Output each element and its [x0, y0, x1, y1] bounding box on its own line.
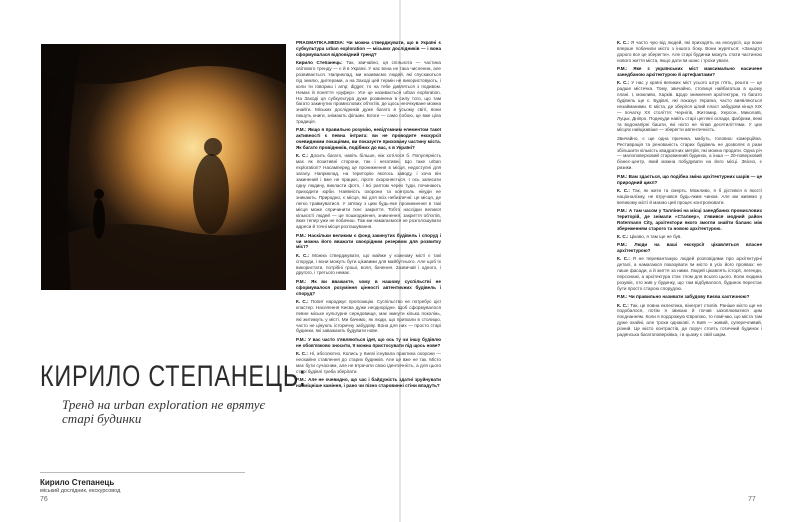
- interview-question: [617, 66, 762, 78]
- byline-name: Кирило Степанець: [40, 478, 115, 487]
- paragraph-text: Цікаво, я там ще не був.: [629, 233, 682, 239]
- paragraph-text: Звичайно, є ще одна причина, мабуть, головна: комерційна. Реставрація та ренованість старих будівель не дозволяє в рази збільшити кількість квадратних метрів, які можна продати. Одна річ — малоповерховий старовинний будинок, а інша — 20-поверховий бізнес-центр, який можна побудувати на його місці. Звісно, є ризики.: [617, 135, 762, 171]
- byline-divider: [40, 472, 245, 473]
- interview-answer: [617, 136, 762, 171]
- interview-answer: [296, 253, 441, 277]
- interview-question: [617, 208, 762, 232]
- interview-question: [617, 174, 762, 186]
- paragraph-text: PRAGMATIKA.MEDIA: Чи можна стверджувати, що в Україні є субкультура urban exploration — міських дослідників — і вона сформувалася відповідний тренд?: [296, 40, 441, 57]
- interview-question: [296, 233, 441, 251]
- interview-answer: [617, 40, 762, 64]
- speaker-label: К. С.:: [617, 40, 630, 45]
- page-number-left: 76: [40, 496, 48, 503]
- speaker-label: К. С.:: [296, 298, 309, 304]
- interview-question: [296, 40, 441, 58]
- paragraph-text: P.M.: Яке з українських міст максимально насичене занедбаною архітектурою й артефактами?: [617, 66, 762, 77]
- interview-column-1: [296, 40, 441, 488]
- speaker-label: К. С.:: [617, 80, 630, 86]
- cave-illustration: [41, 44, 286, 290]
- interview-question: [296, 377, 441, 389]
- interview-question: [617, 242, 762, 254]
- paragraph-text: Так, звичайно, ця спільнота — частина світового тренду — є й в Україні. У нас вона не така численна, але розвивається. Наприклад, ми називаємо людей, які спускаються під землю, диггерами, а на Заході цей термін не використовують, і коли ти говориш і amp; digger, то на тебе дивляться з подивом. Немає й поняття «руфер». Усе це називається urban exploration. На Заході ця субкультура дуже розвинена в силу того, що там багато закинутих промислових об'єктів, де щось неочікуване можна знайти. Міських дослідників дуже багато в усьому світі, вони пишуть книги, знімають фільми. Блоги — само собою, це вже ціла традиція.: [296, 60, 441, 125]
- paragraph-text: P.M.: А там часом у Таллінні на місці занедбаних промислових територій, де знімали «Сталкер», з'явився модний район Rotermann City, архітектори якого змогли знайти баланс між збереженням старого та новою архітектурою.: [617, 207, 762, 231]
- paragraph-text: P.M.: У вас часто з'являються ідеї, що ось ту чи іншу будівлю не обов'язково зносити, її можна пристосувати під щось нове?: [296, 336, 441, 348]
- interview-column-3: [617, 40, 762, 488]
- interview-question: [617, 294, 762, 300]
- page-number-right: 77: [748, 496, 756, 503]
- paragraph-text: P.M.: Як ви вважаєте, чому в нашому суспільстві не сформувалося розуміння цінності автентичних будівель і споруд?: [296, 278, 441, 296]
- paragraph-text: Можна стверджувати, що майже у кожному місті є такі споруди, і вони можуть бути цікавими для майбутнього. Але щоб їх використати, потрібні гроші, воля, бачення. Зазвичай і одного, і другого, і третього немає.: [296, 252, 442, 276]
- interview-answer: [617, 303, 762, 338]
- paragraph-text: P.M.: Чи правильно називати забудову Києва хаотичною?: [617, 294, 750, 300]
- interview-answer: [617, 256, 762, 291]
- paragraph-text: У нас у країні великих міст усього штук п'ять, решта — це радше містечка. Тому, звичайно, столиця найбагатша в цьому плані. І, можливо, Харків. Щодо зникнення архітектури, то багато будівель ще є. Будівлі, які показує Україна, часто виявляються незайманими. Є міста, де зберігся цілий пласт забудови кінця ХІХ — початку ХХ століття: Чернігів, Житомир, Херсон, Миколаїв, Луцьк, Дніпро. Подекуди навіть старі цегляні склади, фабрики, вежі та водонапірні башти, які ніхто не чіпав десятиліттями. У цих місцях найцікавіше — зберегти автентичність.: [617, 80, 763, 133]
- speaker-label: К. С.:: [617, 256, 630, 262]
- paragraph-text: Я не перевантажую людей розповідями про архітектурні деталі, а намагаюся показувати їм місто в усіх його проявах: не лише фасади, а й життя за ними. Людей цікавлять історії, легенди, персонажі, а архітектура стає тлом для всього цього. Коли людина розуміє, хто жив у будинку, що там відбувалося, будинок перестає бути просто старою спорудою.: [617, 256, 762, 291]
- interview-answer: [617, 80, 762, 133]
- paragraph-text: P.M.: Люди на ваші екскурсії цікавляться власне архітектурою?: [617, 242, 762, 254]
- paragraph-text: Ні, абсолютно. Колись у Києві існувала практика охорони — неохайне ставлення до старих будинків. Але це вже не так. Місто має бути сучасним, але не втрачати свою ідентичність, а для цього старі будівлі треба зберігати.: [296, 350, 442, 374]
- page-title: КИРИЛО СТЕПАНЕЦЬ:: [40, 360, 307, 393]
- paragraph-text: P.M.: Вам здається, що подібна зміна архітектурних шарів — це природний цикл?: [617, 173, 763, 185]
- interview-question: [296, 127, 441, 151]
- paragraph-text: Так, як жити та смерть. Можливо, я б дістився в якості націоналізму, не втручався будь-яким чином. Але ми живемо у великому місті й маємо цей процес контролювати.: [617, 187, 762, 205]
- speaker-label: К. С.:: [296, 350, 308, 356]
- paragraph-text: Досить багато, навіть більше, ніж хотілося б. Популярність має як позитивні сторони, так і негативні. Що таке urban exploration? Насамперед це проникнення в місця, недоступні для загалу. Наприклад, на територію якогось заводу, і хоча він закинений і вже не працює, проте охороняється. І ось записати одну людину, викласти фото, і всі раптом черех туди, починають приходити юрби. Наявність охорони та контроль нікуди не зникають. Природно, є місця, які для всіх небезпечні: це місця, де легко травмуватися. У зв'язку з цим будь-яке проникнення в такі місця може спричинити їхнє закриття. Тобто наслідки великої кількості людей — це пошкодження, зникнення, закриття об'єктів, яких тепер уже не побачиш. Тож ми намагаємося не розголошувати адреси й точні місця розташування.: [296, 153, 441, 230]
- speaker-label: К. С.:: [617, 302, 629, 308]
- page-subtitle: Тренд на urban exploration не врятує старі будинки: [62, 397, 266, 426]
- paragraph-text: Так, це повна еклектика, вінегрет стилів. Раніше місто ще не подобалося, потім я звикаю й почав захоплюватися цим поєднанням. Коли я подорожую Європою, то помічаю, що міста там дуже охайні, але трохи однакові. А Київ — живий, суперечливий, різний. Це місто контрастів, де поруч стоять готичний будинок і радянська багатоповерхівка, і в цьому є свій шарм.: [617, 302, 763, 338]
- speaker-label: К. С.:: [296, 252, 310, 258]
- interview-question: [296, 337, 441, 349]
- interview-answer: [296, 351, 441, 375]
- speaker-label: К. С.:: [296, 153, 309, 159]
- interview-answer: [617, 188, 762, 206]
- section-label: EXPERT OPINION: [87, 314, 191, 330]
- paragraph-text: Попит народжує пропозицію. Суспільство не потребує цієї кластер. Населення Києва дуже неоднорідне. Щоб сформувалося певне міське культурне середовище, має минути кілька поколінь, які житимуть у місті. Ми бачимо, як люди, що приїхали в столицю, часто не цінують історичну забудову. Вона для них — просто старі будинки, які заважають будувати нове.: [296, 298, 442, 334]
- speaker-label: К. С.:: [617, 233, 629, 239]
- interview-answer: [296, 299, 441, 334]
- byline-role: міський дослідник, екскурсовод: [40, 488, 121, 494]
- speaker-label: К. С.:: [617, 187, 630, 193]
- interview-answer: [617, 234, 762, 240]
- paragraph-text: P.M.: Наскільки великим є фонд закинутих будівель і споруд і чи можна його вважати своєрідним резервом для розвитку міст?: [296, 232, 441, 250]
- speaker-label: Кирило Степанець:: [296, 60, 343, 66]
- interview-answer: [296, 153, 441, 230]
- paragraph-text: P.M.: Але не очевидно, що час і байдужість здатні зруйнувати найміцніше каміння, і рано чи пізно старовинні стіни впадуть?: [296, 376, 441, 388]
- interview-answer: [296, 60, 441, 125]
- paragraph-text: P.M.: Якщо я правильно розумію, невід'ємним елементом такої активності є певна інтрига: ви не проводите екскурсії очевидними локаціями, ви показуєте приховану частину міста. Як багато провідників, подібних до вас, є в Україні?: [296, 127, 441, 151]
- interview-question: [296, 279, 441, 297]
- paragraph-text: Я часто чую від людей, які приходять на екскурсії, що вони вперше побачили місто з іншого боку. Вони журяться: «Занадто дорого все це зберегти». Але старі будинки можуть стати частиною нового життя міста, якщо дати їм шанс і трохи уваги.: [617, 40, 762, 63]
- cave-photo: [41, 44, 286, 330]
